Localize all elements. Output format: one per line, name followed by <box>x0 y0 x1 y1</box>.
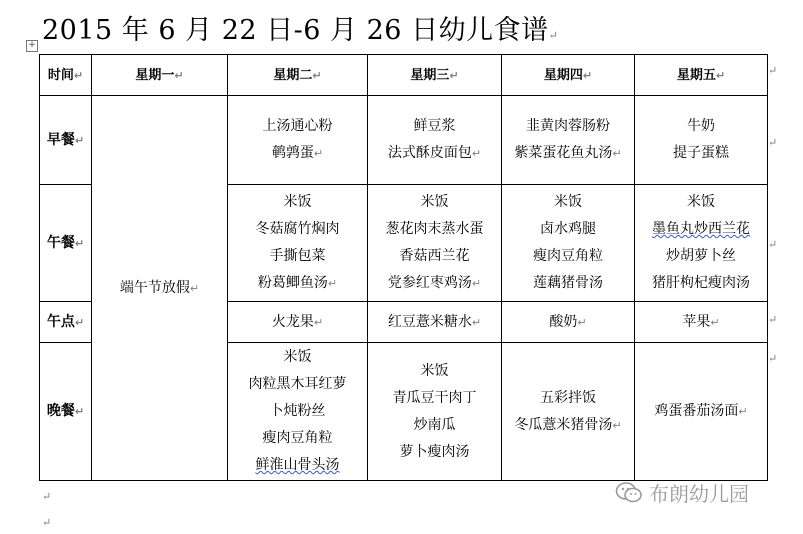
row-label-dinner: 晚餐↵ <box>40 343 92 481</box>
menu-table <box>39 54 768 481</box>
lunch-thu: 米饭 卤水鸡腿 瘦肉豆角粒 莲藕猪骨汤 <box>502 185 635 302</box>
row-end-mark: ↵ <box>768 313 778 326</box>
header-cell-fri: 星期五↵ <box>635 55 768 96</box>
header-cell-thu: 星期四↵ <box>502 55 635 96</box>
lunch-fri: 米饭 墨鱼丸炒西兰花 炒胡萝卜丝 猪肝枸杞瘦肉汤 <box>635 185 768 302</box>
lunch-wed: 米饭 葱花肉末蒸水蛋 香菇西兰花 党参红枣鸡汤↵ <box>368 185 502 302</box>
paragraph-mark: ↵ <box>42 516 52 529</box>
snack-fri: 苹果↵ <box>635 302 768 343</box>
dinner-fri: 鸡蛋番茄汤面↵ <box>635 343 768 481</box>
header-cell-wed: 星期三↵ <box>368 55 502 96</box>
dinner-thu: 五彩拌饭 冬瓜薏米猪骨汤↵ <box>502 343 635 481</box>
snack-thu: 酸奶↵ <box>502 302 635 343</box>
header-row <box>40 55 768 96</box>
row-end-mark: ↵ <box>768 238 778 251</box>
breakfast-wed: 鲜豆浆 法式酥皮面包↵ <box>368 96 502 185</box>
breakfast-fri: 牛奶 提子蛋糕 <box>635 96 768 185</box>
header-cell-mon: 星期一↵ <box>92 55 228 96</box>
header-cell-time: 时间↵ <box>40 55 92 96</box>
move-handle-icon[interactable]: + <box>26 40 38 52</box>
row-label-snack: 午点↵ <box>40 302 92 343</box>
snack-tue: 火龙果↵ <box>228 302 368 343</box>
row-end-mark: ↵ <box>768 136 778 149</box>
row-label-breakfast: 早餐↵ <box>40 96 92 185</box>
watermark <box>615 478 749 507</box>
row-label-lunch: 午餐↵ <box>40 185 92 302</box>
watermark-text: 布朗幼儿园 <box>649 482 749 506</box>
lunch-tue: 米饭 冬菇腐竹焖肉 手撕包菜 粉葛鲫鱼汤↵ <box>228 185 368 302</box>
row-end-mark: ↵ <box>768 352 778 365</box>
breakfast-row <box>40 96 768 185</box>
header-cell-tue: 星期二↵ <box>228 55 368 96</box>
dinner-wed: 米饭 青瓜豆干肉丁 炒南瓜 萝卜瘦肉汤 <box>368 343 502 481</box>
monday-holiday-cell: 端午节放假↵ <box>92 96 228 481</box>
breakfast-thu: 韭黄肉蓉肠粉 紫菜蛋花鱼丸汤↵ <box>502 96 635 185</box>
wechat-icon <box>615 481 643 505</box>
breakfast-tue: 上汤通心粉 鹌鹑蛋↵ <box>228 96 368 185</box>
row-end-mark: ↵ <box>768 64 778 77</box>
snack-wed: 红豆薏米糖水↵ <box>368 302 502 343</box>
page-title: 2015 年 6 月 22 日-6 月 26 日幼儿食谱↵ <box>42 15 559 46</box>
dinner-tue: 米饭 肉粒黑木耳红萝 卜炖粉丝 瘦肉豆角粒 鲜淮山骨头汤 <box>228 343 368 481</box>
paragraph-mark: ↵ <box>42 490 52 503</box>
